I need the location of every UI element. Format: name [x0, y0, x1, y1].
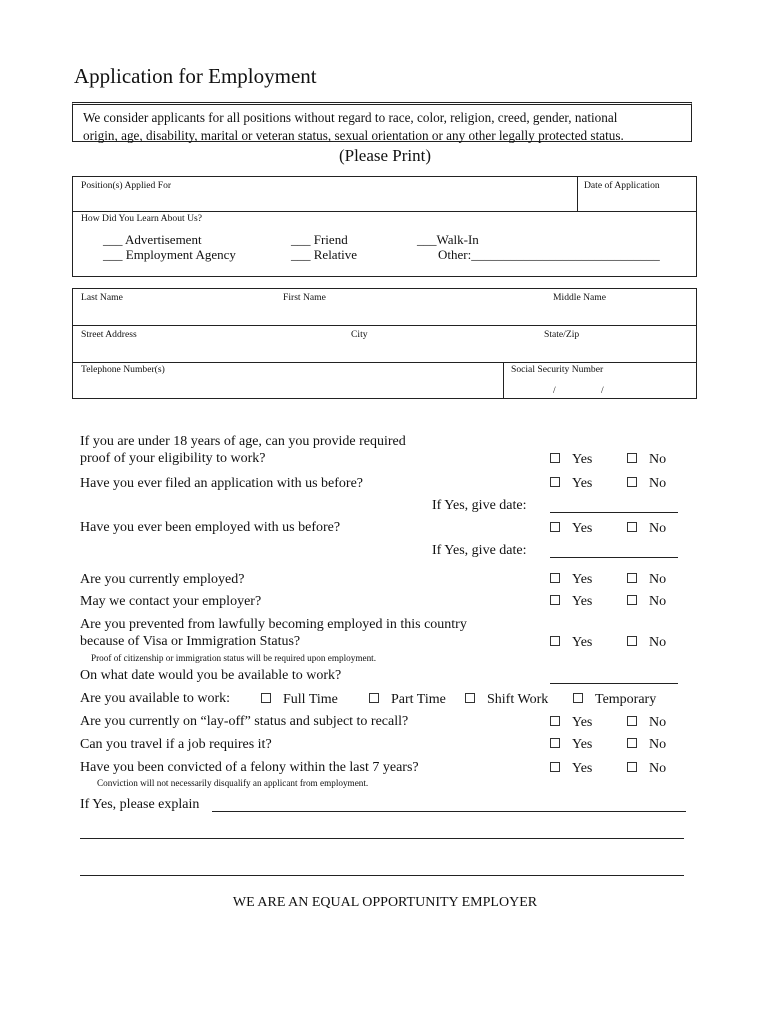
checkbox-icon [627, 595, 637, 605]
checkbox-icon [550, 453, 560, 463]
filed-date-field[interactable] [550, 496, 678, 513]
notice-line-2: origin, age, disability, marital or veteran status, sexual orientation or any other legally protected status. [83, 128, 624, 143]
travel-yes[interactable]: Yes [550, 737, 592, 753]
checkbox-icon [465, 693, 475, 703]
employed-before-no[interactable]: No [627, 521, 666, 537]
question-contact-employer: May we contact your employer? [80, 594, 262, 609]
question-under-18-line-2: proof of your eligibility to work? [80, 451, 266, 466]
source-relative[interactable]: ___ Relative [291, 247, 358, 262]
question-under-18-line-1: If you are under 18 years of age, can you provide required [80, 434, 406, 449]
checkbox-icon [550, 522, 560, 532]
checkbox-icon [261, 693, 271, 703]
ssn-separator-1: / [553, 385, 556, 396]
checkbox-icon [369, 693, 379, 703]
telephone-label: Telephone Number(s) [81, 364, 165, 375]
checkbox-icon [550, 738, 560, 748]
employed-date-field[interactable] [550, 541, 678, 558]
checkbox-icon [627, 477, 637, 487]
contact-employer-yes[interactable]: Yes [550, 594, 592, 610]
question-visa-line-1: Are you prevented from lawfully becoming employed in this country [80, 617, 467, 632]
checkbox-icon [550, 477, 560, 487]
question-layoff: Are you currently on “lay-off” status and subject to recall? [80, 714, 409, 729]
checkbox-icon [550, 762, 560, 772]
travel-no[interactable]: No [627, 737, 666, 753]
telephone-field[interactable] [72, 362, 504, 399]
source-friend[interactable]: ___ Friend [291, 232, 348, 247]
layoff-yes[interactable]: Yes [550, 715, 592, 731]
how-learn-label: How Did You Learn About Us? [81, 213, 202, 224]
first-name-label: First Name [283, 292, 326, 303]
ssn-field[interactable] [503, 362, 697, 399]
position-field[interactable] [72, 176, 578, 212]
checkbox-icon [550, 573, 560, 583]
checkbox-icon [627, 738, 637, 748]
layoff-no[interactable]: No [627, 715, 666, 731]
felony-note: Conviction will not necessarily disqualify an applicant from employment. [97, 778, 369, 788]
source-walk-in[interactable]: ___Walk-In [417, 232, 479, 247]
felony-yes[interactable]: Yes [550, 761, 592, 777]
last-name-label: Last Name [81, 292, 123, 303]
temporary-option[interactable]: Temporary [573, 692, 656, 708]
please-print: (Please Print) [338, 146, 432, 165]
middle-name-label: Middle Name [553, 292, 607, 303]
employed-before-yes[interactable]: Yes [550, 521, 592, 537]
checkbox-icon [627, 573, 637, 583]
visa-yes[interactable]: Yes [550, 635, 592, 651]
question-travel: Can you travel if a job requires it? [80, 737, 272, 752]
under-18-no[interactable]: No [627, 452, 666, 468]
checkbox-icon [550, 636, 560, 646]
question-filed-before: Have you ever filed an application with us before? [80, 476, 364, 491]
name-fields[interactable] [72, 288, 697, 326]
explain-label: If Yes, please explain [80, 797, 200, 812]
shift-work-option[interactable]: Shift Work [465, 692, 548, 708]
source-advertisement[interactable]: ___ Advertisement [103, 232, 202, 247]
state-zip-label: State/Zip [544, 329, 580, 340]
position-label: Position(s) Applied For [81, 180, 172, 191]
question-visa-line-2: because of Visa or Immigration Status? [80, 634, 301, 649]
question-employed-before: Have you ever been employed with us before? [80, 520, 341, 535]
checkbox-icon [627, 453, 637, 463]
notice-line-1: We consider applicants for all positions without regard to race, color, religion, creed, gender, national [83, 110, 618, 125]
visa-no[interactable]: No [627, 635, 666, 651]
explain-field-line-3[interactable] [80, 859, 684, 876]
question-available-for: Are you available to work: [80, 691, 231, 706]
contact-employer-no[interactable]: No [627, 594, 666, 610]
under-18-yes[interactable]: Yes [550, 452, 592, 468]
date-of-application-field[interactable] [577, 176, 697, 212]
city-label: City [351, 329, 368, 340]
eeo-footer: WE ARE AN EQUAL OPPORTUNITY EMPLOYER [232, 895, 538, 910]
question-currently-employed: Are you currently employed? [80, 572, 245, 587]
checkbox-icon [573, 693, 583, 703]
currently-employed-no[interactable]: No [627, 572, 666, 588]
source-other[interactable]: Other:_____________________________ [438, 247, 660, 262]
ssn-separator-2: / [601, 385, 604, 396]
how-learn-section [72, 211, 697, 277]
street-address-label: Street Address [81, 329, 137, 340]
checkbox-icon [627, 762, 637, 772]
checkbox-icon [627, 716, 637, 726]
currently-employed-yes[interactable]: Yes [550, 572, 592, 588]
explain-field-line-2[interactable] [80, 822, 684, 839]
address-fields[interactable] [72, 325, 697, 363]
employed-give-date-label: If Yes, give date: [432, 543, 527, 558]
filed-give-date-label: If Yes, give date: [432, 498, 527, 513]
available-date-field[interactable] [550, 667, 678, 684]
checkbox-icon [550, 716, 560, 726]
checkbox-icon [627, 522, 637, 532]
explain-field-line-1[interactable] [212, 795, 686, 812]
checkbox-icon [627, 636, 637, 646]
checkbox-icon [550, 595, 560, 605]
source-employment-agency[interactable]: ___ Employment Agency [103, 247, 236, 262]
page-title: Application for Employment [74, 64, 317, 88]
eeo-notice [72, 102, 692, 142]
visa-note: Proof of citizenship or immigration status will be required upon employment. [91, 653, 377, 663]
filed-before-no[interactable]: No [627, 476, 666, 492]
part-time-option[interactable]: Part Time [369, 692, 446, 708]
filed-before-yes[interactable]: Yes [550, 476, 592, 492]
ssn-label: Social Security Number [511, 364, 604, 375]
date-of-application-label: Date of Application [584, 180, 660, 191]
question-available-date: On what date would you be available to work? [80, 668, 342, 683]
full-time-option[interactable]: Full Time [261, 692, 338, 708]
felony-no[interactable]: No [627, 761, 666, 777]
question-felony: Have you been convicted of a felony within the last 7 years? [80, 760, 419, 775]
